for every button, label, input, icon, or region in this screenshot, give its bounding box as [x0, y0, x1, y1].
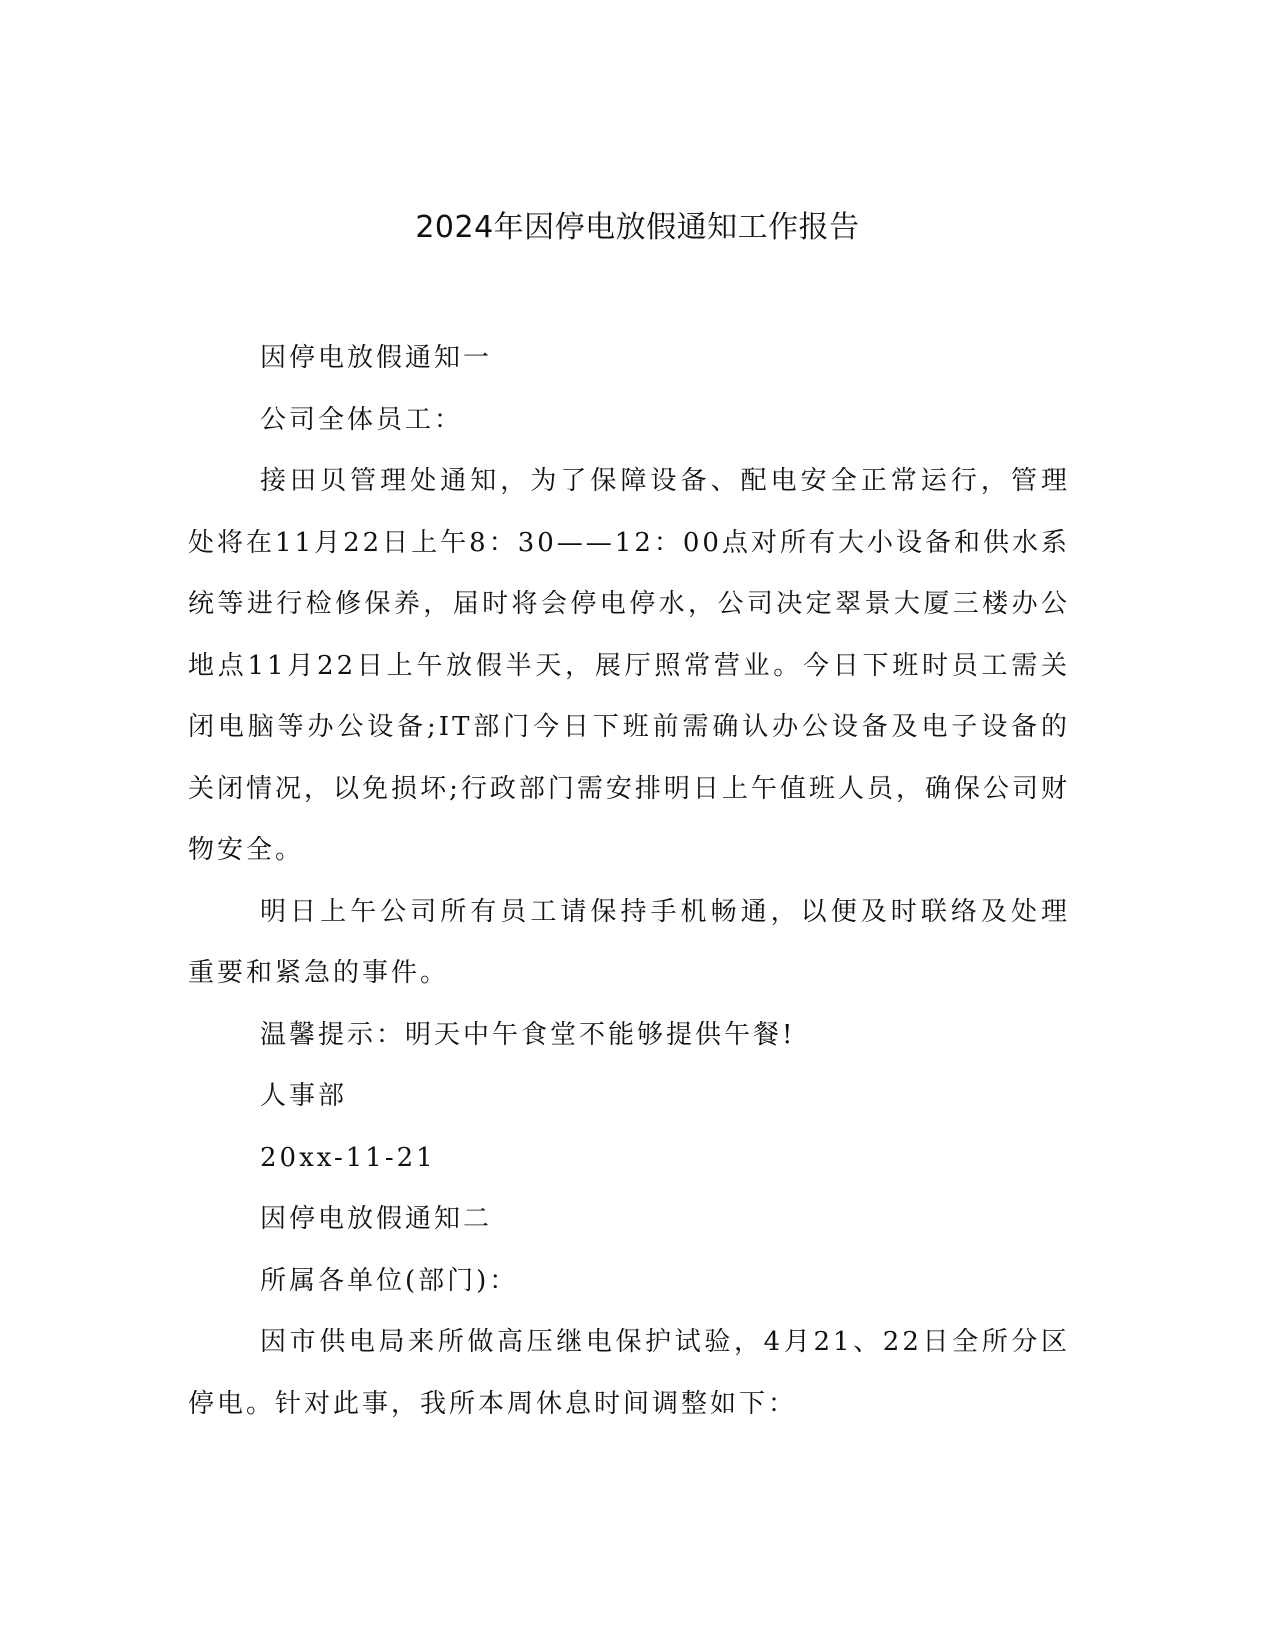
document-title: 2024年因停电放假通知工作报告 [415, 210, 860, 245]
notice2-salutation: 所属各单位(部门)： [260, 1265, 519, 1296]
notice1-date: 20xx-11-21 [260, 1142, 436, 1173]
notice1-heading: 因停电放假通知一 [260, 343, 493, 373]
notice1-paragraph-2: 明日上午公司所有员工请保持手机畅通，以便及时联络及处理重要和紧急的事件。 [188, 896, 1070, 988]
notice2-paragraph-1: 因市供电局来所做高压继电保护试验，4月21、22日全所分区停电。针对此事，我所本周休息时间调整如下： [188, 1327, 1070, 1419]
notice2-heading: 因停电放假通知二 [260, 1204, 493, 1234]
document-body [188, 328, 1070, 1435]
notice1-department: 人事部 [260, 1081, 348, 1111]
notice1-salutation: 公司全体员工： [260, 404, 464, 435]
notice1-paragraph-1: 接田贝管理处通知，为了保障设备、配电安全正常运行，管理处将在11月22日上午8：30——12：00点对所有大小设备和供水系统等进行检修保养，届时将会停电停水，公司决定翠景大厦三楼办公地点11月22日上午放假半天，展厅照常营业。今日下班时员工需关闭电脑等办公设备;IT部门今日下班前需确认办公设备及电子设备的关闭情况，以免损坏;行政部门需安排明日上午值班人员，确保公司财物安全。 [188, 466, 1070, 865]
notice1-reminder: 温馨提示：明天中午食堂不能够提供午餐! [260, 1019, 796, 1050]
